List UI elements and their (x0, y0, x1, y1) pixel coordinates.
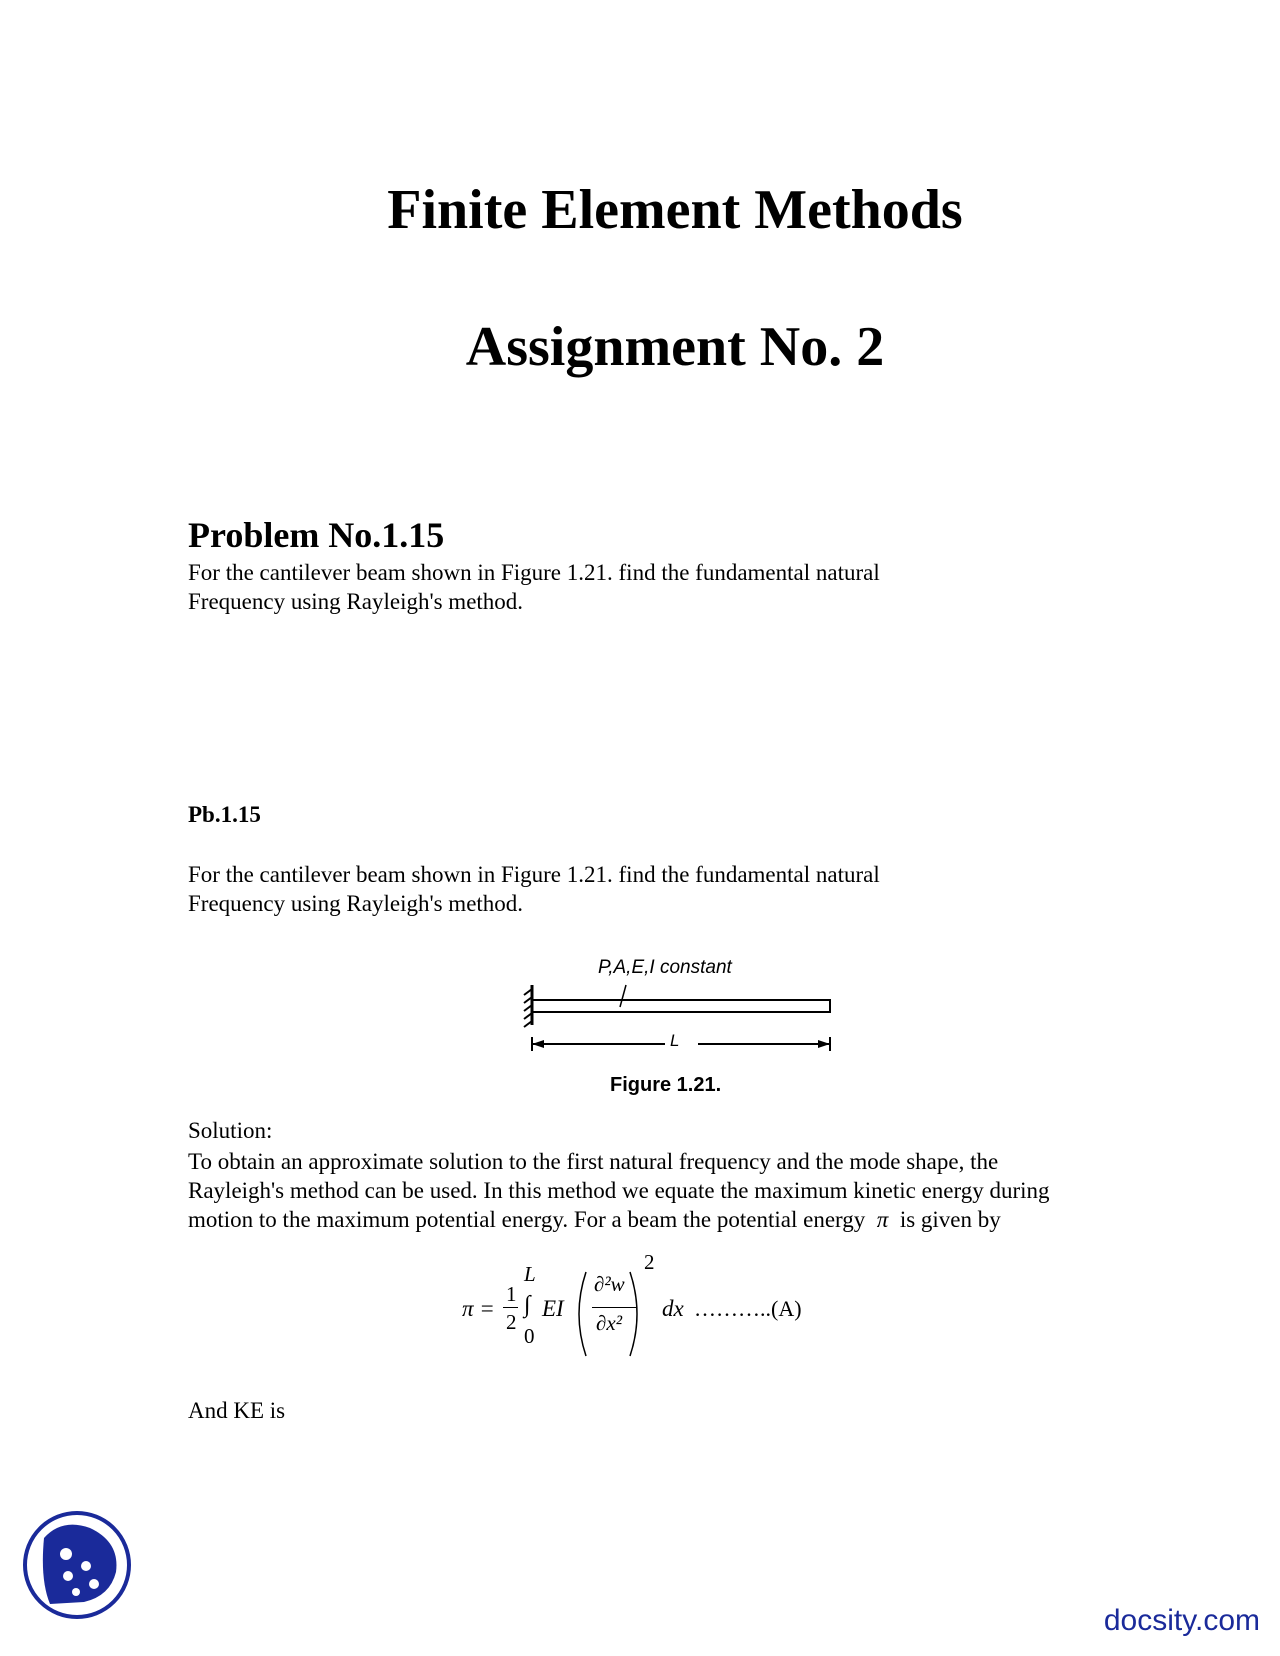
derivative-numerator: ∂²w (594, 1272, 625, 1296)
figure-length-label: L (670, 1031, 680, 1050)
derivative-denominator: ∂x² (596, 1311, 622, 1335)
derivative-fraction-bar (592, 1307, 636, 1308)
pb-label: Pb.1.15 (188, 802, 261, 827)
figure-caption: Figure 1.21. (610, 1074, 722, 1096)
upper-limit: L (524, 1262, 536, 1286)
exponent: 2 (644, 1250, 655, 1274)
figure-property-label: P,A,E,I constant (598, 957, 732, 978)
integrand: EI (542, 1296, 564, 1321)
arrow-left-icon (532, 1040, 544, 1048)
assignment-number: Assignment No. 2 (465, 316, 885, 378)
lower-limit: 0 (524, 1324, 535, 1348)
integral-sign: ∫ (524, 1292, 531, 1318)
pi-symbol: π (876, 1207, 889, 1232)
half-fraction-bar (503, 1307, 518, 1308)
arrow-right-icon (818, 1040, 830, 1048)
page-title: Finite Element Methods (387, 179, 963, 241)
equation-tag: ………..(A) (694, 1296, 802, 1321)
problem-text: For the cantilever beam shown in Figure 1.21. find the fundamental natural Frequency using Rayleigh's method. (188, 560, 880, 614)
problem-heading: Problem No.1.15 (188, 515, 445, 555)
dx: dx (662, 1296, 684, 1321)
solution-heading: Solution: (188, 1118, 273, 1143)
pb-text: For the cantilever beam shown in Figure 1.21. find the fundamental natural Frequency using Rayleigh's method. (188, 862, 880, 916)
solution-text: To obtain an approximate solution to the first natural frequency and the mode shape, the Rayleigh's method can be used. In this method we equate the maximum kinetic energy during motion to the maximum potential energy. For a beam the potential energy π is given by (188, 1149, 1050, 1232)
docsity-logo-icon (22, 1510, 132, 1620)
docsity-watermark[interactable]: docsity.com (1103, 1604, 1260, 1637)
half-denominator: 2 (506, 1310, 517, 1334)
beam (532, 1000, 830, 1012)
potential-energy-formula: π = 1 2 L ∫ 0 EI ∂²w ∂x² 2 dx ………..(A) (462, 1262, 842, 1372)
kinetic-energy-text: And KE is (188, 1398, 286, 1423)
property-leader-line (620, 985, 626, 1007)
half-numerator: 1 (506, 1282, 517, 1306)
